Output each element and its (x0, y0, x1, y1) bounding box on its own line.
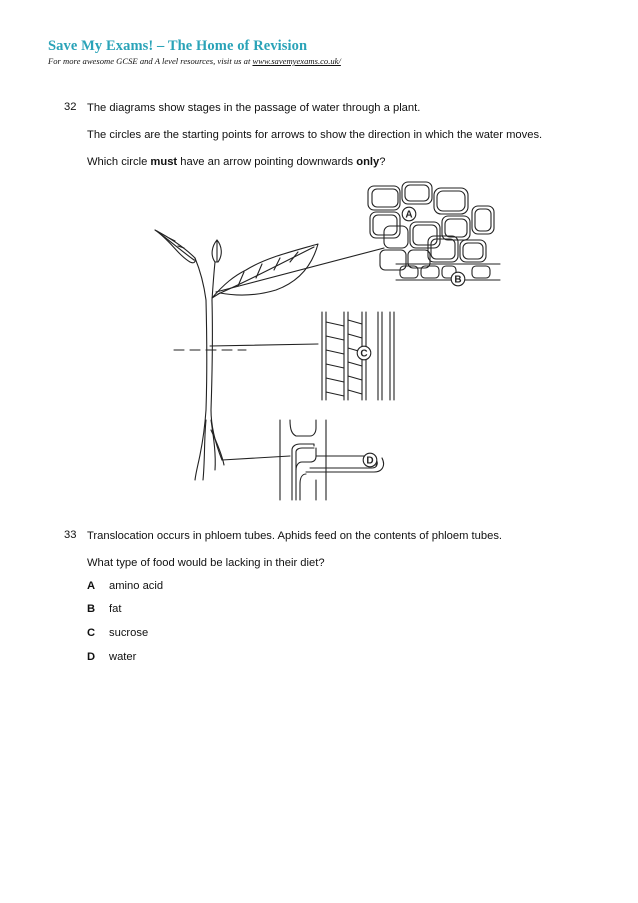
question-33-number: 33 (64, 529, 77, 541)
option-d-text: water (109, 651, 137, 663)
site-link[interactable]: www.savemyexams.co.uk/ (252, 56, 341, 66)
site-title: Save My Exams! – The Home of Revision (48, 38, 308, 54)
label-d: D (366, 455, 374, 467)
leaf-cells-drawing (368, 182, 500, 280)
question-32-stem: The diagrams show stages in the passage of water through a plant. (87, 102, 421, 114)
label-circle-b (451, 272, 465, 286)
option-a-text: amino acid (109, 580, 164, 592)
option-d-letter: D (87, 651, 96, 663)
q32-text-e: ? (379, 156, 386, 168)
q32-emphasis-must: must (150, 156, 178, 168)
question-32-number: 32 (64, 101, 77, 113)
connector-stem (210, 344, 318, 346)
option-b-letter: B (87, 603, 96, 615)
label-circle-a (402, 207, 416, 221)
question-33-question: What type of food would be lacking in their diet? (87, 557, 325, 569)
label-circle-d (363, 453, 377, 467)
question-33-stem: Translocation occurs in phloem tubes. Aphids feed on the contents of phloem tubes. (87, 530, 503, 542)
option-c-letter: C (87, 627, 96, 639)
option-b-text: fat (109, 603, 122, 615)
q32-text-c: have an arrow pointing downwards (177, 156, 357, 168)
question-32-instruction: The circles are the starting points for arrows to show the direction in which the water moves. (87, 129, 543, 141)
label-a: A (405, 209, 413, 221)
plant-drawing (155, 230, 318, 480)
label-b: B (454, 274, 462, 286)
option-a-letter: A (87, 580, 96, 592)
option-c-text: sucrose (109, 627, 149, 639)
label-circle-c (357, 346, 371, 360)
label-c: C (360, 348, 368, 360)
q32-text-a: Which circle (87, 156, 151, 168)
q32-emphasis-only: only (356, 156, 380, 168)
subtitle-text: For more awesome GCSE and A level resources, visit us at (48, 56, 253, 66)
